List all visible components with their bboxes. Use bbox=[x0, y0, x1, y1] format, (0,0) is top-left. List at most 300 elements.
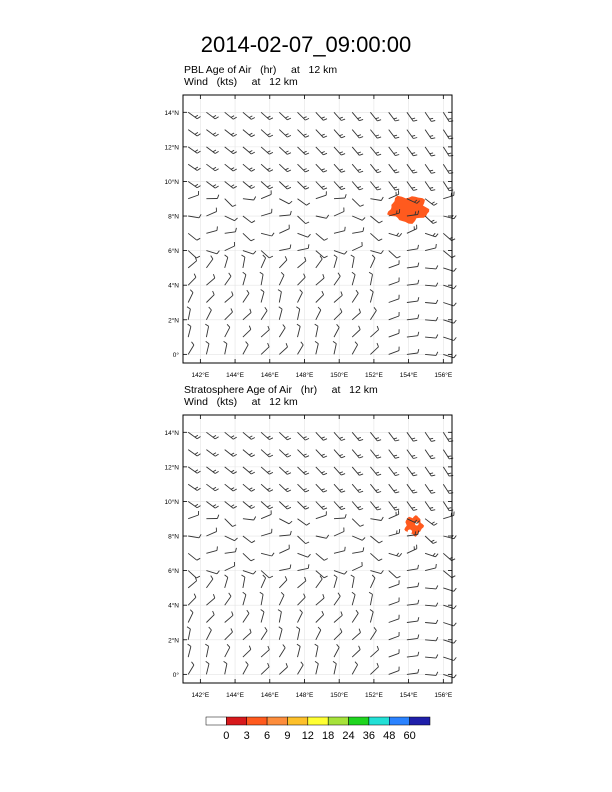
wind-barb-feather bbox=[250, 629, 251, 633]
wind-barb-feather bbox=[279, 307, 282, 309]
wind-barb bbox=[188, 326, 191, 337]
wind-barb-feather bbox=[436, 352, 438, 356]
wind-barb-feather bbox=[448, 456, 451, 457]
wind-barb bbox=[352, 519, 360, 527]
wind-barb-feather bbox=[436, 335, 438, 339]
wind-barb-feather bbox=[252, 221, 255, 223]
wind-barb-feather bbox=[359, 154, 363, 155]
wind-barb-feather bbox=[449, 441, 453, 442]
wind-barb-feather bbox=[321, 472, 324, 473]
wind-barb-feather bbox=[377, 326, 378, 330]
wind-barb-feather bbox=[188, 644, 191, 646]
wind-barb-feather bbox=[363, 227, 364, 231]
wind-barb-feather bbox=[324, 256, 328, 258]
wind-barb bbox=[206, 326, 208, 337]
y-tick-label: 6°N bbox=[168, 248, 179, 256]
wind-barb bbox=[298, 326, 301, 337]
wind-barb-feather bbox=[305, 508, 309, 510]
wind-barb-feather bbox=[379, 221, 383, 223]
wind-barb bbox=[206, 344, 209, 355]
wind-barb bbox=[225, 577, 228, 588]
wind-barb-feather bbox=[249, 326, 251, 330]
wind-barb-feather bbox=[395, 120, 399, 121]
wind-barb-feather bbox=[321, 454, 324, 455]
wind-barb-feather bbox=[449, 475, 453, 476]
wind-barb-feather bbox=[413, 475, 417, 476]
x-tick-label: 148°E bbox=[295, 372, 314, 379]
wind-barb bbox=[370, 311, 376, 320]
wind-barb-feather bbox=[359, 309, 360, 313]
wind-barb bbox=[188, 277, 196, 285]
wind-barb bbox=[316, 467, 324, 475]
wind-barb-feather bbox=[197, 168, 200, 170]
wind-barb-feather bbox=[308, 244, 309, 248]
wind-barb bbox=[188, 251, 196, 258]
wind-barb-feather bbox=[251, 559, 255, 561]
wind-barb-feather bbox=[249, 133, 252, 135]
wind-barb bbox=[334, 467, 341, 475]
wind-barb-feather bbox=[418, 349, 419, 353]
wind-barb bbox=[352, 577, 354, 588]
wind-barb bbox=[279, 580, 287, 588]
wind-barb bbox=[188, 130, 197, 136]
wind-barb-feather bbox=[418, 263, 419, 267]
wind-barb bbox=[443, 571, 452, 578]
wind-barb-feather bbox=[341, 292, 342, 296]
wind-barb-feather bbox=[305, 136, 309, 138]
wind-barb-feather bbox=[454, 588, 457, 591]
wind-barb-feather bbox=[449, 173, 453, 174]
wind-barb-feather bbox=[436, 300, 438, 304]
wind-barb-feather bbox=[196, 576, 200, 578]
wind-barb-feather bbox=[303, 134, 306, 135]
wind-barb bbox=[188, 147, 197, 153]
wind-barb-feather bbox=[305, 118, 309, 120]
wind-barb bbox=[316, 310, 321, 320]
wind-barb bbox=[298, 432, 306, 440]
wind-barb-feather bbox=[359, 326, 361, 330]
wind-barb-feather bbox=[215, 169, 218, 171]
wind-barb-feather bbox=[341, 456, 345, 458]
wind-barb-feather bbox=[231, 436, 234, 438]
wind-barb bbox=[243, 649, 251, 657]
wind-barb-feather bbox=[377, 137, 381, 138]
wind-barb-feather bbox=[448, 439, 451, 440]
wind-barb-feather bbox=[215, 489, 218, 491]
wind-barb bbox=[225, 182, 234, 189]
wind-barb-feather bbox=[431, 510, 435, 511]
wind-barb bbox=[389, 571, 397, 578]
colorbar-swatch bbox=[369, 717, 389, 725]
wind-barb-feather bbox=[394, 187, 397, 188]
wind-barb-feather bbox=[454, 268, 457, 271]
wind-barb-feather bbox=[433, 233, 435, 236]
colorbar-label: 24 bbox=[342, 730, 355, 742]
wind-barb-feather bbox=[215, 186, 218, 188]
wind-barb-feather bbox=[213, 594, 214, 598]
wind-barb-feather bbox=[436, 637, 438, 641]
wind-barb-feather bbox=[377, 509, 381, 510]
wind-barb bbox=[298, 629, 300, 640]
wind-barb-feather bbox=[395, 440, 399, 441]
wind-barb-feather bbox=[413, 458, 417, 459]
wind-barb-feather bbox=[285, 186, 288, 188]
wind-barb bbox=[261, 251, 269, 258]
wind-barb-feather bbox=[296, 627, 299, 629]
wind-barb-feather bbox=[418, 652, 419, 656]
wind-barb bbox=[261, 292, 264, 303]
wind-barb-feather bbox=[340, 135, 343, 136]
wind-barb bbox=[261, 484, 269, 491]
wind-barb-feather bbox=[287, 473, 291, 475]
wind-barb-feather bbox=[195, 452, 198, 454]
wind-barb-feather bbox=[363, 547, 364, 551]
wind-barb-feather bbox=[197, 454, 200, 456]
wind-barb bbox=[279, 292, 281, 303]
wind-barb bbox=[389, 112, 396, 121]
wind-barb-feather bbox=[377, 440, 381, 441]
colorbar-label: 9 bbox=[284, 730, 291, 742]
wind-barb bbox=[352, 147, 359, 155]
wind-barb bbox=[206, 251, 217, 254]
wind-barb bbox=[261, 432, 269, 439]
colorbar-label: 3 bbox=[243, 730, 250, 742]
wind-barb bbox=[188, 515, 198, 519]
wind-barb-feather bbox=[297, 644, 300, 646]
colorbar-label: 18 bbox=[322, 730, 335, 742]
wind-barb-feather bbox=[246, 342, 249, 345]
wind-barb-feather bbox=[231, 150, 234, 152]
wind-barb bbox=[279, 484, 287, 492]
wind-barb bbox=[225, 257, 228, 268]
wind-barb-feather bbox=[195, 470, 198, 472]
wind-barb-feather bbox=[323, 171, 327, 173]
wind-barb-feather bbox=[249, 151, 252, 153]
wind-barb bbox=[298, 130, 306, 138]
wind-barb-feather bbox=[394, 170, 397, 171]
wind-barb-feather bbox=[303, 186, 306, 187]
wind-barb bbox=[352, 313, 360, 320]
wind-barb bbox=[243, 432, 251, 439]
wind-barb bbox=[298, 553, 308, 557]
wind-barb-feather bbox=[430, 508, 433, 509]
wind-barb bbox=[206, 182, 215, 189]
wind-barb-feather bbox=[268, 343, 270, 347]
x-tick-label: 156°E bbox=[434, 692, 453, 699]
wind-barb bbox=[279, 648, 285, 657]
wind-barb bbox=[389, 299, 399, 303]
wind-barb-feather bbox=[249, 168, 252, 170]
wind-barb bbox=[425, 112, 431, 121]
wind-barb bbox=[352, 112, 359, 120]
wind-barb-feather bbox=[286, 343, 287, 347]
wind-barb-feather bbox=[195, 132, 198, 134]
wind-barb-feather bbox=[285, 471, 288, 473]
wind-barb-feather bbox=[430, 490, 433, 491]
wind-barb bbox=[243, 313, 251, 320]
wind-barb bbox=[352, 164, 359, 172]
wind-barb-feather bbox=[376, 472, 379, 473]
wind-barb bbox=[279, 519, 289, 524]
wind-barb-feather bbox=[190, 610, 193, 613]
wind-barb-feather bbox=[448, 508, 451, 509]
wind-barb bbox=[334, 664, 336, 675]
wind-barb-feather bbox=[412, 438, 415, 439]
wind-barb bbox=[370, 233, 378, 240]
wind-barb-feather bbox=[196, 256, 200, 258]
wind-barb-feather bbox=[362, 218, 365, 221]
wind-barb bbox=[316, 164, 324, 172]
wind-barb bbox=[279, 568, 290, 570]
wind-barb bbox=[443, 467, 449, 476]
wind-barb bbox=[389, 584, 399, 588]
wind-barb bbox=[334, 615, 342, 622]
wind-barb bbox=[334, 295, 342, 302]
wind-barb bbox=[279, 612, 281, 623]
wind-barb-feather bbox=[359, 137, 363, 138]
wind-barb bbox=[261, 467, 269, 474]
wind-barb bbox=[298, 199, 307, 206]
wind-barb-feather bbox=[434, 203, 437, 205]
wind-barb bbox=[206, 467, 215, 474]
wind-barb-feather bbox=[251, 135, 255, 137]
x-tick-label: 146°E bbox=[260, 692, 279, 699]
wind-barb-feather bbox=[430, 170, 433, 171]
wind-barb bbox=[316, 571, 324, 578]
wind-barb-feather bbox=[231, 116, 234, 118]
wind-barb bbox=[298, 147, 306, 155]
wind-barb bbox=[425, 130, 431, 139]
wind-barb-feather bbox=[376, 438, 379, 439]
wind-barb-feather bbox=[263, 255, 266, 258]
wind-barb-feather bbox=[215, 134, 218, 136]
wind-barb-feather bbox=[377, 646, 378, 650]
panel1-wind-label: Wind (kts) at 12 km bbox=[184, 76, 298, 88]
wind-barb bbox=[334, 147, 341, 155]
wind-barb bbox=[261, 578, 266, 588]
wind-barb bbox=[316, 598, 324, 605]
x-tick-label: 150°E bbox=[330, 692, 349, 699]
wind-barb bbox=[225, 164, 234, 171]
wind-barb-feather bbox=[197, 238, 200, 240]
wind-barb bbox=[206, 164, 215, 171]
wind-barb-feather bbox=[333, 341, 336, 343]
wind-barb bbox=[188, 571, 196, 578]
x-tick-label: 144°E bbox=[226, 692, 244, 699]
wind-barb-feather bbox=[323, 119, 327, 121]
wind-barb bbox=[316, 251, 324, 258]
wind-barb-feather bbox=[236, 548, 237, 552]
wind-barb-feather bbox=[340, 472, 343, 473]
wind-barb-feather bbox=[233, 525, 237, 527]
wind-barb bbox=[188, 309, 190, 320]
wind-barb bbox=[243, 484, 251, 491]
wind-barb-feather bbox=[215, 117, 218, 119]
wind-barb-feather bbox=[213, 505, 216, 507]
wind-barb bbox=[370, 631, 376, 640]
colorbar-swatch bbox=[267, 717, 287, 725]
wind-barb bbox=[243, 536, 252, 543]
wind-barb bbox=[352, 275, 355, 286]
wind-barb-feather bbox=[358, 437, 361, 438]
wind-barb-feather bbox=[225, 255, 228, 258]
wind-barb bbox=[279, 629, 282, 640]
wind-barb-feather bbox=[283, 325, 285, 328]
wind-barb-feather bbox=[430, 188, 433, 189]
wind-barb-feather bbox=[260, 592, 263, 594]
wind-barb-feather bbox=[454, 640, 457, 643]
wind-barb-feather bbox=[286, 663, 287, 667]
wind-barb bbox=[206, 664, 209, 675]
wind-barb bbox=[279, 347, 287, 354]
wind-barb-feather bbox=[321, 437, 324, 438]
wind-barb bbox=[443, 484, 449, 493]
wind-barb bbox=[298, 233, 308, 237]
wind-barb bbox=[334, 112, 341, 120]
wind-barb-feather bbox=[321, 186, 324, 187]
wind-barb bbox=[298, 467, 306, 475]
wind-barb-feather bbox=[359, 474, 363, 475]
wind-barb bbox=[352, 665, 357, 675]
wind-barb-feather bbox=[307, 523, 310, 525]
wind-barb-feather bbox=[431, 458, 435, 459]
wind-barb bbox=[279, 112, 287, 120]
wind-barb-feather bbox=[247, 610, 249, 613]
wind-barb bbox=[352, 484, 359, 492]
wind-barb bbox=[352, 199, 360, 207]
wind-barb bbox=[243, 595, 246, 606]
wind-barb-feather bbox=[249, 453, 252, 455]
wind-barb-feather bbox=[376, 490, 379, 491]
wind-barb bbox=[316, 344, 319, 355]
wind-barb-feather bbox=[381, 197, 383, 201]
wind-barb-feather bbox=[285, 256, 287, 260]
wind-barb-feather bbox=[213, 185, 216, 187]
wind-barb-feather bbox=[249, 436, 252, 438]
wind-barb-feather bbox=[449, 493, 453, 494]
colorbar-swatch bbox=[226, 717, 246, 725]
wind-barb-feather bbox=[265, 307, 267, 310]
wind-barb bbox=[261, 233, 272, 236]
wind-barb bbox=[243, 130, 251, 137]
wind-barb bbox=[261, 258, 266, 268]
wind-barb-feather bbox=[334, 255, 337, 257]
wind-barb-feather bbox=[454, 337, 457, 340]
x-tick-label: 152°E bbox=[365, 692, 383, 699]
wind-barb bbox=[225, 566, 235, 571]
wind-barb bbox=[316, 295, 324, 303]
colorbar-label: 0 bbox=[223, 730, 230, 742]
wind-barb-feather bbox=[379, 239, 383, 241]
map-frame bbox=[183, 95, 452, 363]
x-tick-label: 142°E bbox=[191, 692, 210, 699]
wind-barb bbox=[279, 328, 285, 337]
wind-barb-feather bbox=[209, 627, 212, 630]
wind-barb-feather bbox=[436, 244, 437, 248]
wind-barb bbox=[206, 432, 215, 439]
wind-barb-feather bbox=[206, 661, 209, 663]
wind-barb-feather bbox=[323, 153, 327, 155]
wind-barb-feather bbox=[187, 307, 190, 309]
wind-barb-feather bbox=[321, 169, 324, 170]
wind-barb-feather bbox=[190, 290, 193, 293]
wind-barb-feather bbox=[360, 525, 364, 527]
wind-barb bbox=[188, 164, 197, 170]
wind-barb bbox=[425, 484, 431, 493]
wind-barb-feather bbox=[272, 233, 274, 236]
wind-barb bbox=[316, 579, 322, 588]
wind-barb-feather bbox=[251, 118, 255, 120]
wind-barb bbox=[298, 112, 306, 120]
wind-barb bbox=[407, 164, 413, 173]
wind-barb-feather bbox=[318, 307, 321, 310]
wind-barb bbox=[298, 502, 306, 510]
wind-barb bbox=[352, 450, 359, 458]
wind-barb-feather bbox=[287, 153, 291, 155]
wind-barb bbox=[206, 502, 215, 509]
x-tick-label: 146°E bbox=[260, 372, 279, 379]
wind-barb-feather bbox=[395, 155, 399, 156]
wind-barb-feather bbox=[413, 155, 417, 156]
wind-barb bbox=[316, 195, 326, 199]
wind-barb-feather bbox=[430, 153, 433, 154]
wind-barb-feather bbox=[305, 188, 309, 190]
wind-barb bbox=[298, 568, 309, 570]
wind-barb bbox=[279, 667, 287, 674]
wind-barb bbox=[425, 623, 436, 624]
wind-barb-feather bbox=[195, 184, 198, 186]
wind-barb bbox=[206, 579, 213, 588]
wind-barb-feather bbox=[233, 205, 237, 207]
wind-barb-feather bbox=[281, 272, 284, 275]
wind-barb-feather bbox=[242, 255, 245, 257]
wind-barb-feather bbox=[321, 489, 324, 490]
wind-barb bbox=[334, 164, 341, 172]
wind-barb bbox=[279, 595, 284, 605]
wind-barb-feather bbox=[236, 228, 237, 232]
wind-barb-feather bbox=[287, 507, 291, 509]
wind-barb-feather bbox=[413, 120, 417, 121]
wind-barb bbox=[298, 484, 306, 492]
wind-barb-feather bbox=[285, 168, 288, 170]
wind-barb bbox=[261, 130, 269, 137]
wind-barb-feather bbox=[213, 115, 216, 117]
y-tick-label: 14°N bbox=[164, 109, 179, 117]
wind-barb-feather bbox=[412, 187, 415, 188]
wind-barb-feather bbox=[334, 575, 337, 577]
wind-barb bbox=[352, 566, 362, 571]
wind-barb bbox=[225, 664, 227, 675]
wind-barb-feather bbox=[431, 475, 435, 476]
wind-barb-feather bbox=[289, 521, 292, 524]
y-tick-label: 2°N bbox=[168, 317, 179, 325]
wind-barb bbox=[225, 199, 233, 207]
wind-barb-feather bbox=[372, 575, 375, 578]
x-tick-label: 144°E bbox=[226, 372, 244, 379]
wind-barb-feather bbox=[247, 290, 249, 293]
panel2-field-label: Stratosphere Age of Air (hr) at 12 km bbox=[184, 384, 378, 396]
wind-barb bbox=[206, 147, 215, 154]
wind-barb-feather bbox=[377, 492, 381, 493]
wind-barb-feather bbox=[359, 509, 363, 510]
wind-barb bbox=[206, 130, 215, 137]
wind-barb bbox=[188, 665, 194, 674]
wind-barb-feather bbox=[217, 251, 219, 254]
wind-barb bbox=[261, 594, 263, 605]
wind-barb-feather bbox=[358, 489, 361, 490]
wind-barb bbox=[389, 316, 399, 320]
wind-barb-feather bbox=[418, 600, 419, 604]
